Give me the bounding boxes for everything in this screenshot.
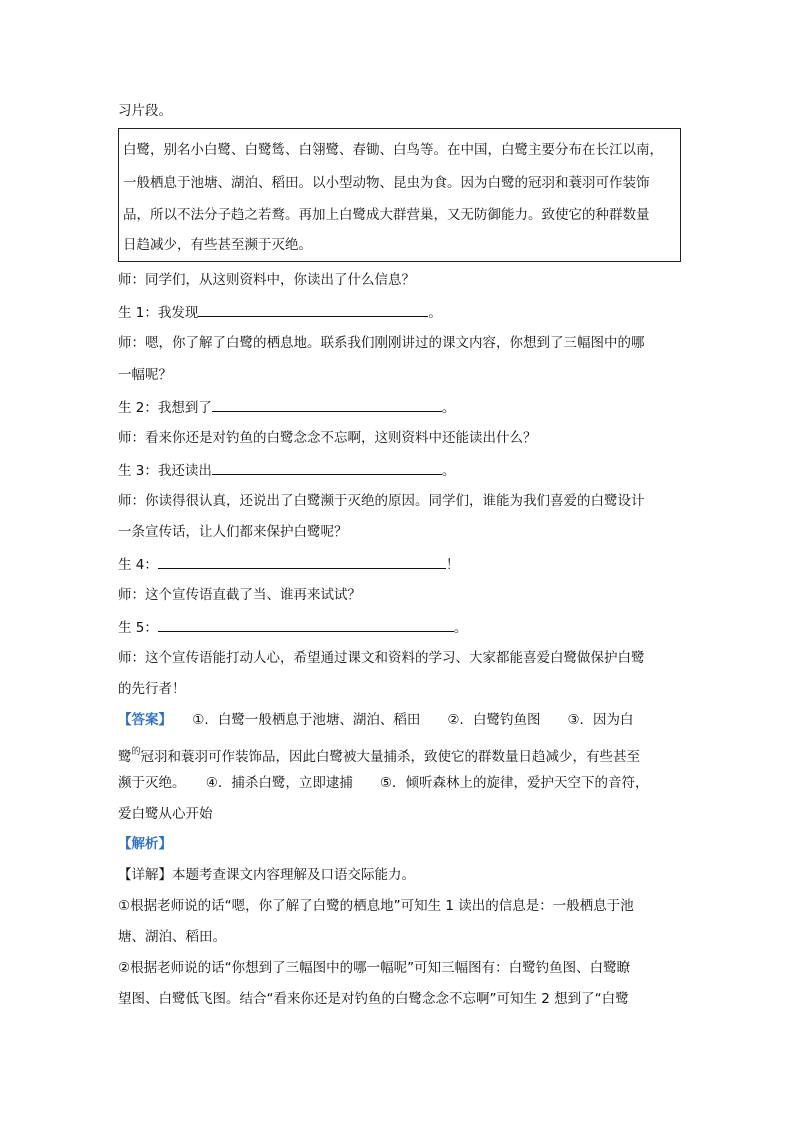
analysis-p1b: 塘、湖泊、稻田。 <box>118 929 226 945</box>
answer-blank-2[interactable] <box>212 397 442 412</box>
analysis-tag: 【解析】 <box>118 836 172 852</box>
student-4-end: ！ <box>445 557 460 573</box>
answer-line-4: 爱白鹭从心开始 <box>118 806 213 822</box>
teacher-line-3: 师：看来你还是对钓鱼的白鹭念念不忘啊，这则资料中还能读出什么？ <box>118 430 537 446</box>
teacher-line-2b: 一幅呢？ <box>118 367 172 383</box>
answer-line-1 <box>118 710 634 730</box>
analysis-p2a: ②根据老师说的话“你想到了三幅图中的哪一幅呢”可知三幅图有：白鹭钓鱼图、白鹭瞭 <box>118 960 631 976</box>
student-1-line <box>118 302 442 323</box>
analysis-p2b: 望图、白鹭低飞图。结合“看来你还是对钓鱼的白鹭念念不忘啊”可知生 2 想到了“白鹭 <box>118 991 629 1007</box>
reading-material-box <box>118 128 681 262</box>
student-2-end: 。 <box>441 400 456 416</box>
answer-blank-1[interactable] <box>198 302 428 317</box>
student-1-end: 。 <box>428 305 442 321</box>
analysis-p1a: ①根据老师说的话“嗯，你了解了白鹭的栖息地”可知生 1 读出的信息是：一般栖息于池 <box>118 898 634 914</box>
teacher-line-5: 师：这个宣传语直截了当、谁再来试试？ <box>118 587 361 603</box>
teacher-line-4b: 一条宣传话，让人们都来保护白鹭呢？ <box>118 524 348 540</box>
answer-line-2-sup: 的 <box>131 747 141 757</box>
answer-line-1-text: ①．白鹭一般栖息于池塘、湖泊、稻田 ②．白鹭钓鱼图 ③．因为白 <box>192 712 634 728</box>
answer-blank-5[interactable] <box>158 617 454 632</box>
box-line-1: 白鹭，别名小白鹭、白鹭鸶、白翎鹭、春锄、白鸟等。在中国，白鹭主要分布在长江以南， <box>123 142 663 158</box>
teacher-line-1: 师：同学们，从这则资料中，你读出了什么信息？ <box>118 272 415 288</box>
student-4-line <box>118 554 459 575</box>
student-2-line <box>118 397 455 418</box>
student-3-prefix: 生 3：我还读出 <box>118 463 212 479</box>
student-2-prefix: 生 2：我想到了 <box>118 400 212 416</box>
student-3-line <box>118 460 455 481</box>
answer-line-2 <box>118 742 640 767</box>
answer-line-2-pre: 鹭 <box>118 749 132 765</box>
answer-line-3: 濒于灭绝。 ④．捕杀白鹭，立即逮捕 ⑤．倾听森林上的旋律，爱护天空下的音符， <box>118 775 649 791</box>
student-4-prefix: 生 4： <box>118 557 158 573</box>
student-3-end: 。 <box>441 463 456 479</box>
teacher-line-6b: 的先行者！ <box>118 681 186 697</box>
student-5-prefix: 生 5： <box>118 620 158 636</box>
top-text: 习片段。 <box>118 103 172 119</box>
answer-blank-3[interactable] <box>212 460 442 475</box>
answer-tag: 【答案】 <box>118 712 166 728</box>
teacher-line-2a: 师：嗯，你了解了白鹭的栖息地。联系我们刚刚讲过的课文内容，你想到了三幅图中的哪 <box>118 335 645 351</box>
answer-line-2-rest: 冠羽和蓑羽可作装饰品，因此白鹭被大量捕杀，致使它的群数量日趋减少，有些甚至 <box>140 749 641 765</box>
student-5-line <box>118 617 467 638</box>
box-line-2: 一般栖息于池塘、湖泊、稻田。以小型动物、昆虫为食。因为白鹭的冠羽和蓑羽可作装饰 <box>123 175 650 191</box>
box-line-3: 品，所以不法分子趋之若鹜。再加上白鹭成大群营巢，又无防御能力。致使它的种群数量 <box>123 207 650 223</box>
answer-blank-4[interactable] <box>158 554 446 569</box>
teacher-line-4a: 师：你读得很认真，还说出了白鹭濒于灭绝的原因。同学们，谁能为我们喜爱的白鹭设计 <box>118 493 645 509</box>
box-line-4: 日趋减少，有些甚至濒于灭绝。 <box>123 237 312 253</box>
analysis-detail: 【详解】本题考查课文内容理解及口语交际能力。 <box>118 867 415 883</box>
student-5-end: 。 <box>453 620 468 636</box>
student-1-prefix: 生 1：我发现 <box>118 305 199 321</box>
teacher-line-6a: 师：这个宣传语能打动人心，希望通过课文和资料的学习、大家都能喜爱白鹭做保护白鹭 <box>118 650 645 666</box>
